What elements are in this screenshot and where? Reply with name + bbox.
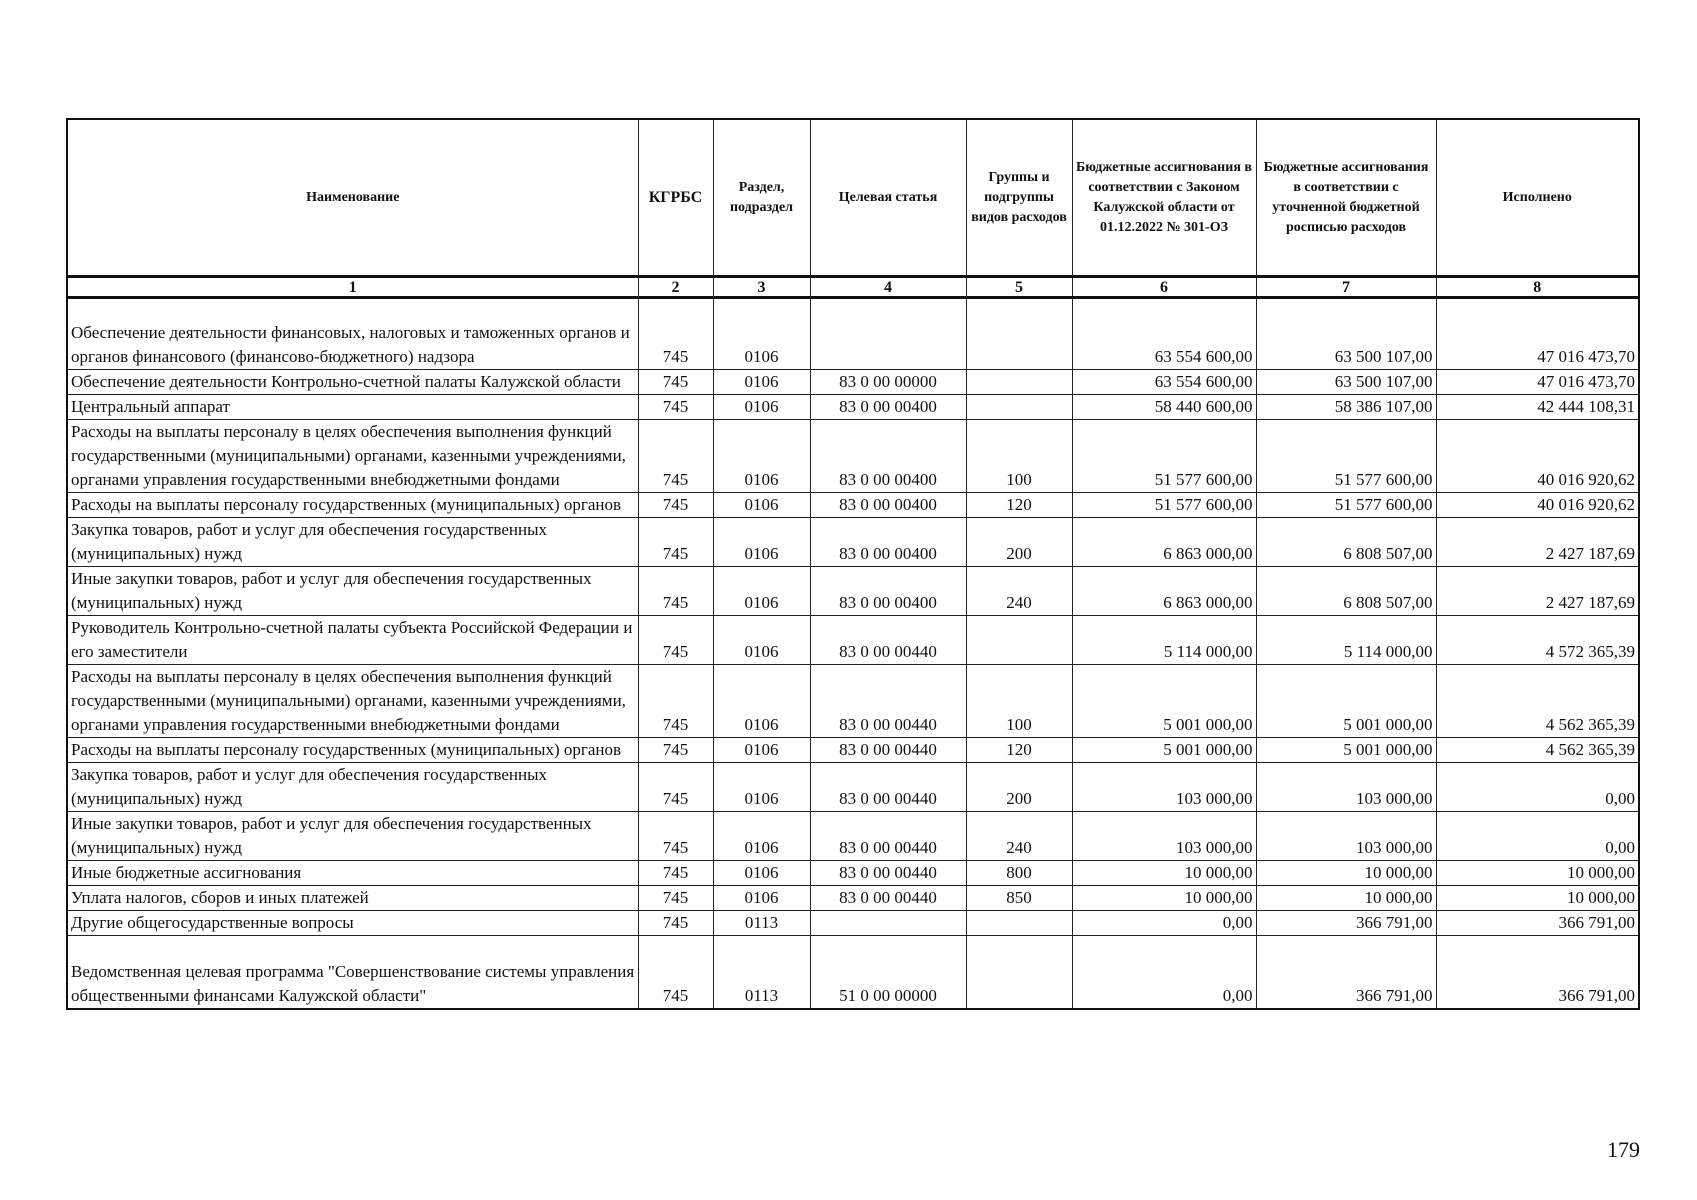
cell-target-article: 83 0 00 00000 xyxy=(810,370,966,395)
table-row xyxy=(67,936,1639,1010)
cell-target-article: 83 0 00 00440 xyxy=(810,812,966,861)
cell-executed: 10 000,00 xyxy=(1436,886,1639,911)
cell-revised-allocation: 5 001 000,00 xyxy=(1256,738,1436,763)
cell-name: Руководитель Контрольно-счетной палаты субъекта Российской Федерации и его заместители xyxy=(67,616,638,665)
column-number: 8 xyxy=(1436,277,1639,298)
cell-law-allocation: 51 577 600,00 xyxy=(1072,420,1256,493)
cell-name: Обеспечение деятельности финансовых, налоговых и таможенных органов и органов финансового (финансово-бюджетного) надзора xyxy=(67,298,638,370)
table-row xyxy=(67,420,1639,493)
cell-expense-group xyxy=(966,616,1072,665)
column-number: 7 xyxy=(1256,277,1436,298)
table-row xyxy=(67,493,1639,518)
cell-revised-allocation: 63 500 107,00 xyxy=(1256,298,1436,370)
cell-kgrbs: 745 xyxy=(638,665,713,738)
cell-executed: 47 016 473,70 xyxy=(1436,370,1639,395)
cell-section: 0106 xyxy=(713,518,810,567)
table-row xyxy=(67,911,1639,936)
cell-target-article xyxy=(810,298,966,370)
cell-revised-allocation: 51 577 600,00 xyxy=(1256,420,1436,493)
table-row xyxy=(67,567,1639,616)
header-name: Наименование xyxy=(67,119,638,277)
cell-kgrbs: 745 xyxy=(638,812,713,861)
cell-section: 0106 xyxy=(713,370,810,395)
cell-law-allocation: 6 863 000,00 xyxy=(1072,518,1256,567)
cell-kgrbs: 745 xyxy=(638,763,713,812)
table-row xyxy=(67,763,1639,812)
cell-name: Обеспечение деятельности Контрольно-счетной палаты Калужской области xyxy=(67,370,638,395)
cell-target-article: 83 0 00 00440 xyxy=(810,665,966,738)
cell-section: 0106 xyxy=(713,298,810,370)
cell-name: Ведомственная целевая программа "Совершенствование системы управления общественными финансами Калужской области" xyxy=(67,936,638,1010)
cell-executed: 0,00 xyxy=(1436,812,1639,861)
cell-revised-allocation: 58 386 107,00 xyxy=(1256,395,1436,420)
cell-expense-group: 120 xyxy=(966,738,1072,763)
cell-revised-allocation: 10 000,00 xyxy=(1256,886,1436,911)
cell-name: Расходы на выплаты персоналу в целях обеспечения выполнения функций государственными (муниципальными) органами, казенными учреждениями, органами управления государственными внебюджетными фондами xyxy=(67,420,638,493)
cell-section: 0106 xyxy=(713,812,810,861)
cell-kgrbs: 745 xyxy=(638,493,713,518)
cell-target-article: 83 0 00 00400 xyxy=(810,395,966,420)
table-row xyxy=(67,616,1639,665)
cell-law-allocation: 6 863 000,00 xyxy=(1072,567,1256,616)
cell-expense-group: 850 xyxy=(966,886,1072,911)
header-law-allocations: Бюджетные ассигнования в соответствии с Законом Калужской области от 01.12.2022 № 301-ОЗ xyxy=(1072,119,1256,277)
cell-law-allocation: 10 000,00 xyxy=(1072,861,1256,886)
column-number-row xyxy=(67,277,1639,298)
cell-expense-group: 240 xyxy=(966,567,1072,616)
column-number: 5 xyxy=(966,277,1072,298)
cell-law-allocation: 58 440 600,00 xyxy=(1072,395,1256,420)
cell-kgrbs: 745 xyxy=(638,886,713,911)
page-number: 179 xyxy=(1607,1137,1640,1162)
cell-revised-allocation: 103 000,00 xyxy=(1256,763,1436,812)
cell-section: 0106 xyxy=(713,395,810,420)
cell-name: Закупка товаров, работ и услуг для обеспечения государственных (муниципальных) нужд xyxy=(67,763,638,812)
cell-law-allocation: 51 577 600,00 xyxy=(1072,493,1256,518)
cell-revised-allocation: 5 114 000,00 xyxy=(1256,616,1436,665)
table-row xyxy=(67,812,1639,861)
cell-revised-allocation: 51 577 600,00 xyxy=(1256,493,1436,518)
cell-expense-group: 800 xyxy=(966,861,1072,886)
cell-expense-group xyxy=(966,936,1072,1010)
cell-target-article: 83 0 00 00440 xyxy=(810,763,966,812)
cell-kgrbs: 745 xyxy=(638,738,713,763)
cell-executed: 366 791,00 xyxy=(1436,936,1639,1010)
cell-law-allocation: 5 114 000,00 xyxy=(1072,616,1256,665)
cell-expense-group: 100 xyxy=(966,420,1072,493)
cell-section: 0113 xyxy=(713,911,810,936)
cell-kgrbs: 745 xyxy=(638,616,713,665)
header-kgrbs: КГРБС xyxy=(638,119,713,277)
cell-kgrbs: 745 xyxy=(638,298,713,370)
cell-name: Закупка товаров, работ и услуг для обеспечения государственных (муниципальных) нужд xyxy=(67,518,638,567)
cell-kgrbs: 745 xyxy=(638,370,713,395)
cell-kgrbs: 745 xyxy=(638,420,713,493)
cell-kgrbs: 745 xyxy=(638,567,713,616)
cell-section: 0106 xyxy=(713,886,810,911)
cell-law-allocation: 10 000,00 xyxy=(1072,886,1256,911)
column-number: 3 xyxy=(713,277,810,298)
table-row xyxy=(67,298,1639,370)
table-row xyxy=(67,861,1639,886)
cell-law-allocation: 5 001 000,00 xyxy=(1072,738,1256,763)
cell-section: 0106 xyxy=(713,616,810,665)
cell-revised-allocation: 6 808 507,00 xyxy=(1256,567,1436,616)
cell-executed: 2 427 187,69 xyxy=(1436,567,1639,616)
cell-expense-group: 240 xyxy=(966,812,1072,861)
table-row xyxy=(67,518,1639,567)
cell-revised-allocation: 5 001 000,00 xyxy=(1256,665,1436,738)
cell-target-article: 51 0 00 00000 xyxy=(810,936,966,1010)
cell-revised-allocation: 103 000,00 xyxy=(1256,812,1436,861)
column-number: 6 xyxy=(1072,277,1256,298)
budget-table xyxy=(66,118,1640,1010)
cell-section: 0106 xyxy=(713,861,810,886)
cell-kgrbs: 745 xyxy=(638,518,713,567)
cell-expense-group xyxy=(966,298,1072,370)
cell-expense-group xyxy=(966,911,1072,936)
cell-section: 0106 xyxy=(713,763,810,812)
cell-name: Другие общегосударственные вопросы xyxy=(67,911,638,936)
table-row xyxy=(67,395,1639,420)
cell-target-article: 83 0 00 00440 xyxy=(810,861,966,886)
cell-executed: 0,00 xyxy=(1436,763,1639,812)
cell-target-article: 83 0 00 00440 xyxy=(810,616,966,665)
cell-expense-group: 120 xyxy=(966,493,1072,518)
cell-target-article: 83 0 00 00400 xyxy=(810,420,966,493)
cell-expense-group xyxy=(966,370,1072,395)
cell-expense-group xyxy=(966,395,1072,420)
cell-executed: 42 444 108,31 xyxy=(1436,395,1639,420)
cell-executed: 40 016 920,62 xyxy=(1436,420,1639,493)
cell-section: 0113 xyxy=(713,936,810,1010)
cell-executed: 40 016 920,62 xyxy=(1436,493,1639,518)
cell-target-article: 83 0 00 00440 xyxy=(810,886,966,911)
cell-expense-group: 100 xyxy=(966,665,1072,738)
cell-law-allocation: 5 001 000,00 xyxy=(1072,665,1256,738)
cell-expense-group: 200 xyxy=(966,763,1072,812)
table-header xyxy=(67,119,1639,298)
column-number: 4 xyxy=(810,277,966,298)
cell-law-allocation: 103 000,00 xyxy=(1072,763,1256,812)
cell-target-article: 83 0 00 00400 xyxy=(810,518,966,567)
cell-revised-allocation: 10 000,00 xyxy=(1256,861,1436,886)
cell-kgrbs: 745 xyxy=(638,911,713,936)
table-row xyxy=(67,370,1639,395)
cell-revised-allocation: 366 791,00 xyxy=(1256,936,1436,1010)
cell-executed: 4 562 365,39 xyxy=(1436,665,1639,738)
table-row xyxy=(67,665,1639,738)
cell-target-article: 83 0 00 00440 xyxy=(810,738,966,763)
cell-executed: 4 572 365,39 xyxy=(1436,616,1639,665)
cell-kgrbs: 745 xyxy=(638,936,713,1010)
cell-executed: 2 427 187,69 xyxy=(1436,518,1639,567)
cell-name: Расходы на выплаты персоналу государственных (муниципальных) органов xyxy=(67,493,638,518)
header-executed: Исполнено xyxy=(1436,119,1639,277)
column-number: 1 xyxy=(67,277,638,298)
cell-expense-group: 200 xyxy=(966,518,1072,567)
header-row xyxy=(67,119,1639,277)
cell-name: Иные закупки товаров, работ и услуг для обеспечения государственных (муниципальных) нужд xyxy=(67,812,638,861)
column-number: 2 xyxy=(638,277,713,298)
header-section: Раздел, подраздел xyxy=(713,119,810,277)
cell-law-allocation: 63 554 600,00 xyxy=(1072,370,1256,395)
cell-name: Иные бюджетные ассигнования xyxy=(67,861,638,886)
cell-target-article: 83 0 00 00400 xyxy=(810,567,966,616)
cell-executed: 366 791,00 xyxy=(1436,911,1639,936)
cell-section: 0106 xyxy=(713,420,810,493)
cell-revised-allocation: 366 791,00 xyxy=(1256,911,1436,936)
cell-section: 0106 xyxy=(713,738,810,763)
cell-section: 0106 xyxy=(713,567,810,616)
header-target: Целевая статья xyxy=(810,119,966,277)
cell-name: Центральный аппарат xyxy=(67,395,638,420)
table-row xyxy=(67,886,1639,911)
header-groups: Группы и подгруппы видов расходов xyxy=(966,119,1072,277)
cell-law-allocation: 63 554 600,00 xyxy=(1072,298,1256,370)
cell-revised-allocation: 6 808 507,00 xyxy=(1256,518,1436,567)
cell-revised-allocation: 63 500 107,00 xyxy=(1256,370,1436,395)
cell-target-article: 83 0 00 00400 xyxy=(810,493,966,518)
header-revised-allocations: Бюджетные ассигнования в соответствии с уточненной бюджетной росписью расходов xyxy=(1256,119,1436,277)
table-row xyxy=(67,738,1639,763)
cell-executed: 10 000,00 xyxy=(1436,861,1639,886)
cell-section: 0106 xyxy=(713,493,810,518)
cell-law-allocation: 103 000,00 xyxy=(1072,812,1256,861)
cell-target-article xyxy=(810,911,966,936)
cell-executed: 4 562 365,39 xyxy=(1436,738,1639,763)
cell-section: 0106 xyxy=(713,665,810,738)
cell-executed: 47 016 473,70 xyxy=(1436,298,1639,370)
cell-kgrbs: 745 xyxy=(638,861,713,886)
cell-law-allocation: 0,00 xyxy=(1072,936,1256,1010)
cell-name: Иные закупки товаров, работ и услуг для обеспечения государственных (муниципальных) нужд xyxy=(67,567,638,616)
cell-name: Уплата налогов, сборов и иных платежей xyxy=(67,886,638,911)
cell-name: Расходы на выплаты персоналу государственных (муниципальных) органов xyxy=(67,738,638,763)
cell-name: Расходы на выплаты персоналу в целях обеспечения выполнения функций государственными (муниципальными) органами, казенными учреждениями, органами управления государственными внебюджетными фондами xyxy=(67,665,638,738)
cell-law-allocation: 0,00 xyxy=(1072,911,1256,936)
cell-kgrbs: 745 xyxy=(638,395,713,420)
table-body xyxy=(67,298,1639,1010)
